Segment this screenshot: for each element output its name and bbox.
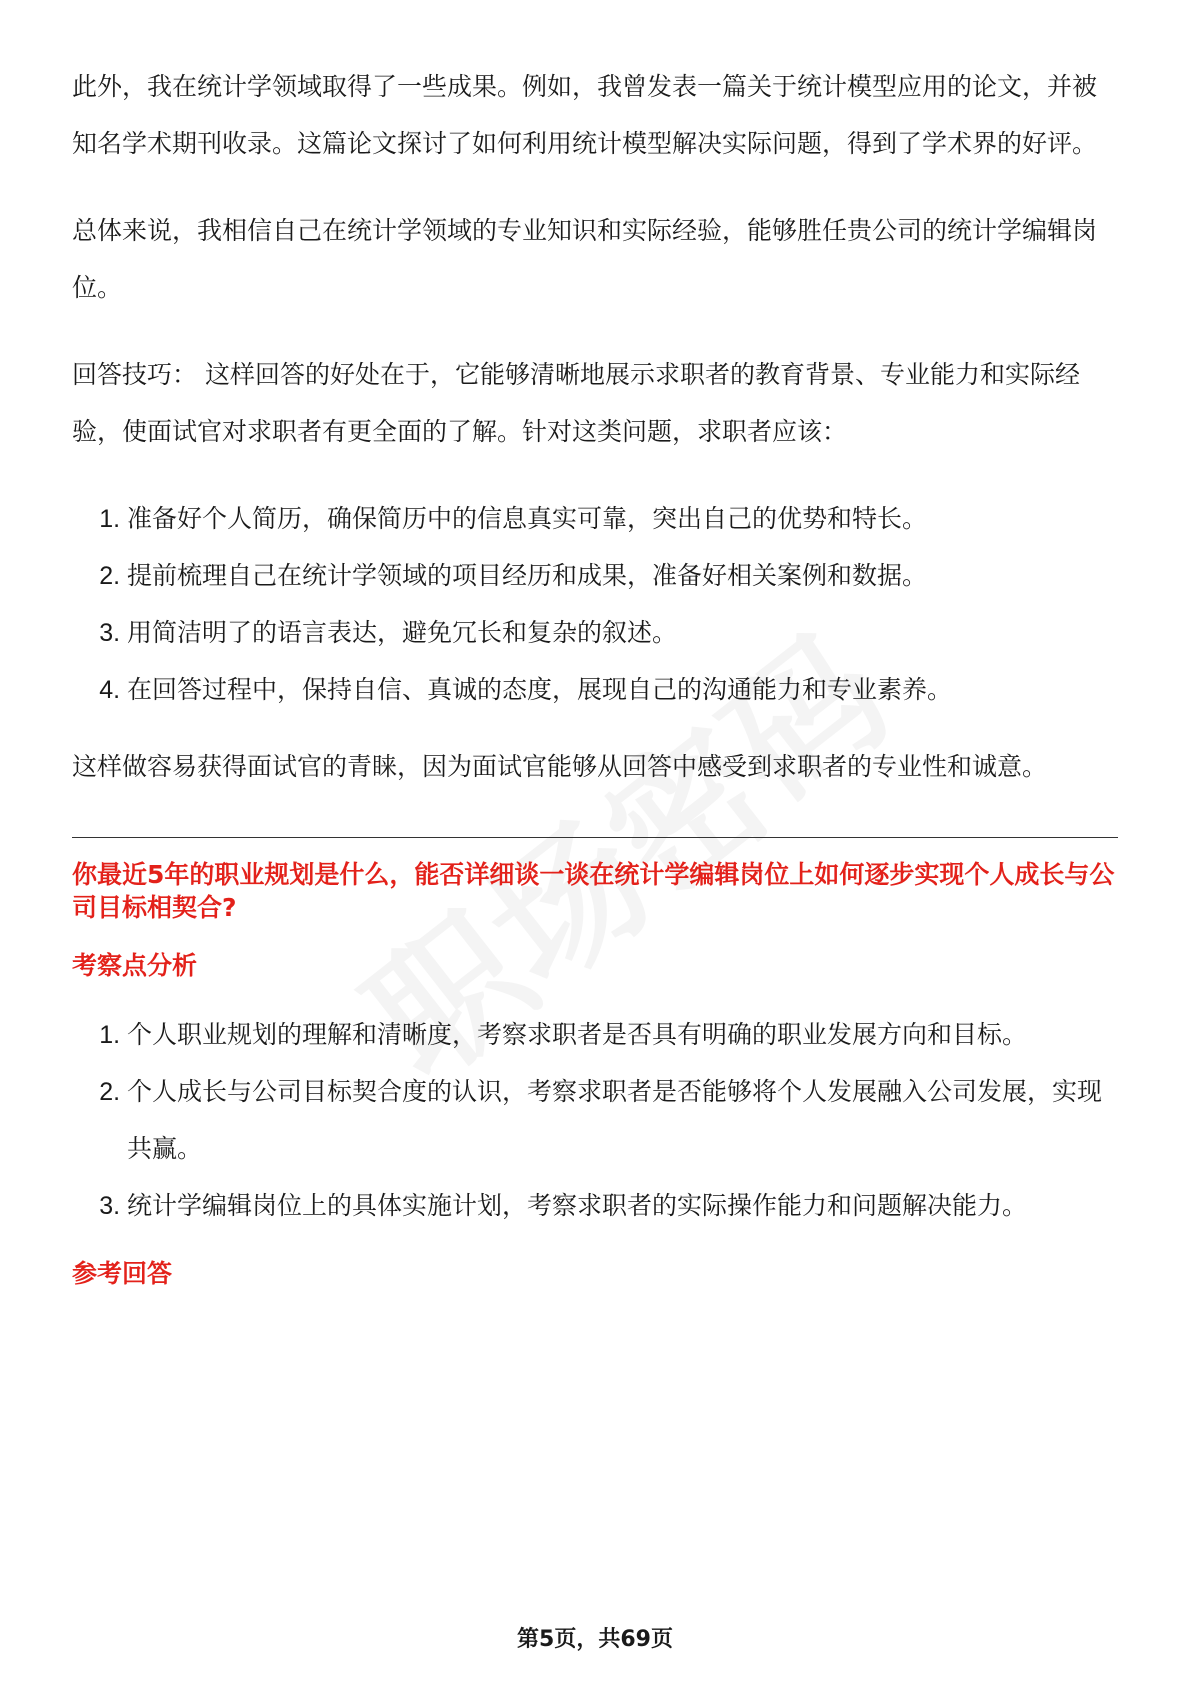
section-divider: [72, 837, 1118, 838]
list-item: 3. 用简洁明了的语言表达，避免冗长和复杂的叙述。: [127, 604, 1118, 661]
question-heading: 你最近5年的职业规划是什么，能否详细谈一谈在统计学编辑岗位上如何逐步实现个人成长与公司目标相契合?: [72, 860, 1115, 922]
tips-list: [72, 490, 1118, 718]
reference-answer-heading: 参考回答: [72, 1259, 173, 1288]
list-item: 1. 个人职业规划的理解和清晰度，考察求职者是否具有明确的职业发展方向和目标。: [127, 1006, 1118, 1063]
analysis-heading: 考察点分析: [72, 951, 198, 980]
list-item: 2. 提前梳理自己在统计学领域的项目经历和成果，准备好相关案例和数据。: [127, 547, 1118, 604]
list-item: 1. 准备好个人简历，确保简历中的信息真实可靠，突出自己的优势和特长。: [127, 490, 1118, 547]
paragraph-achievements: 此外，我在统计学领域取得了一些成果。例如，我曾发表一篇关于统计模型应用的论文，并被知名学术期刊收录。这篇论文探讨了如何利用统计模型解决实际问题，得到了学术界的好评。: [72, 72, 1098, 158]
analysis-list: [72, 1006, 1118, 1234]
paragraph-summary: 总体来说，我相信自己在统计学领域的专业知识和实际经验，能够胜任贵公司的统计学编辑岗位。: [72, 216, 1098, 302]
list-item: 4. 在回答过程中，保持自信、真诚的态度，展现自己的沟通能力和专业素养。: [127, 661, 1118, 718]
page-content: [72, 58, 1118, 1314]
paragraph-closing: 这样做容易获得面试官的青睐，因为面试官能够从回答中感受到求职者的专业性和诚意。: [72, 752, 1048, 781]
page-footer: 第5页，共69页: [517, 1627, 673, 1652]
list-item: 3. 统计学编辑岗位上的具体实施计划，考察求职者的实际操作能力和问题解决能力。: [127, 1177, 1118, 1234]
list-item: 2. 个人成长与公司目标契合度的认识，考察求职者是否能够将个人发展融入公司发展，实现共赢。: [127, 1063, 1118, 1177]
paragraph-answer-tips: 回答技巧： 这样回答的好处在于，它能够清晰地展示求职者的教育背景、专业能力和实际经验，使面试官对求职者有更全面的了解。针对这类问题，求职者应该：: [72, 360, 1080, 446]
